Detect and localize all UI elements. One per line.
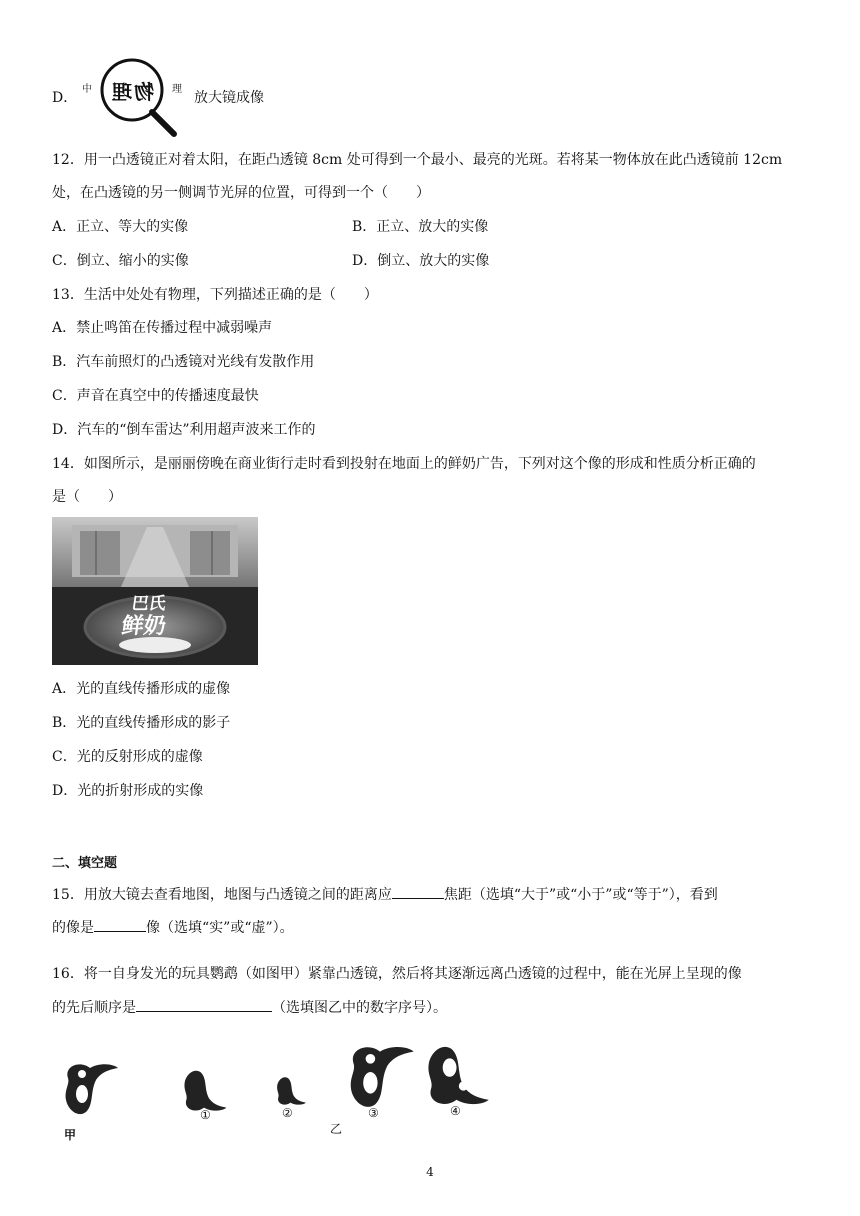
- q14-stem-line2: 是（ ）: [52, 489, 122, 505]
- figure-label-jia: 甲: [64, 1128, 77, 1142]
- q16-line1: 16．将一自身发光的玩具鹦鹉（如图甲）紧靠凸透镜，然后将其逐渐远离凸透镜的过程中，能在光屏上呈现的像: [52, 966, 742, 982]
- q12-option-a: A．正立、等大的实像: [52, 219, 189, 235]
- image-label-4: ④: [450, 1104, 461, 1118]
- q14-stem-line1: 14．如图所示，是丽丽傍晚在商业街行走时看到投射在地面上的鲜奶广告，下列对这个像的形成和性质分析正确的: [52, 456, 756, 472]
- q16-line2: [52, 997, 447, 1018]
- q15-line1-part1: 15．用放大镜去查看地图，地图与凸透镜之间的距离应: [52, 887, 392, 903]
- ad-text-bottom: 鲜奶: [119, 614, 168, 639]
- q16-blank[interactable]: [136, 997, 272, 1012]
- image-label-3: ③: [368, 1106, 379, 1120]
- q16-line2-part2: （选填图乙中的数字序号）。: [272, 1000, 447, 1016]
- q15-line2-part1: 的像是: [52, 920, 94, 936]
- q13-option-c: C．声音在真空中的传播速度最快: [52, 388, 259, 404]
- q14-option-b: B．光的直线传播形成的影子: [52, 715, 231, 731]
- q12-stem-line2: 处，在凸透镜的另一侧调节光屏的位置，可得到一个（ ）: [52, 185, 430, 201]
- q12-option-b: B．正立、放大的实像: [352, 219, 489, 235]
- parrot-figures: [52, 1040, 512, 1140]
- q13-option-a: A．禁止鸣笛在传播过程中减弱噪声: [52, 320, 273, 336]
- q16-line2-part1: 的先后顺序是: [52, 1000, 136, 1016]
- q15-line1: [52, 884, 718, 905]
- q15-line1-part2: 焦距（选填“大于”或“小于”或“等于”），看到: [443, 887, 718, 903]
- q13-option-d: D．汽车的“倒车雷达”利用超声波来工作的: [52, 422, 316, 438]
- q15-blank-1[interactable]: [392, 884, 444, 899]
- q13-option-b: B．汽车前照灯的凸透镜对光线有发散作用: [52, 354, 315, 370]
- milk-ad-photo: [52, 517, 258, 665]
- q14-option-a: A．光的直线传播形成的虚像: [52, 681, 231, 697]
- q12-option-c: C．倒立、缩小的实像: [52, 253, 189, 269]
- q15-line2: [52, 917, 294, 938]
- q12-option-d: D．倒立、放大的实像: [352, 253, 490, 269]
- q14-option-c: C．光的反射形成的虚像: [52, 749, 203, 765]
- image-label-1: ①: [200, 1108, 211, 1122]
- lens-right-char: 理: [172, 84, 182, 95]
- page-number: 4: [426, 1165, 434, 1179]
- q14-option-d: D．光的折射形成的实像: [52, 783, 204, 799]
- q15-line2-part2: 像（选填“实”或“虚”）。: [146, 920, 294, 936]
- q13-stem: 13．生活中处处有物理，下列描述正确的是（ ）: [52, 287, 378, 303]
- q12-stem-line1: 12．用一凸透镜正对着太阳，在距凸透镜 8cm 处可得到一个最小、最亮的光斑。若将某一物体放在此凸透镜前 12cm: [52, 152, 783, 168]
- lens-magnified-text: 物理: [110, 80, 154, 104]
- lens-left-char: 中: [82, 84, 92, 95]
- q15-blank-2[interactable]: [94, 917, 146, 932]
- section-title: 二、填空题: [52, 856, 118, 871]
- q11-option-d-label: D．: [52, 90, 78, 106]
- image-label-2: ②: [282, 1106, 293, 1120]
- figure-label-yi: 乙: [330, 1122, 343, 1136]
- q11-option-d-text: 放大镜成像: [194, 90, 264, 106]
- ad-text-top: 巴氏: [130, 594, 168, 614]
- magnifier-figure: [82, 52, 192, 138]
